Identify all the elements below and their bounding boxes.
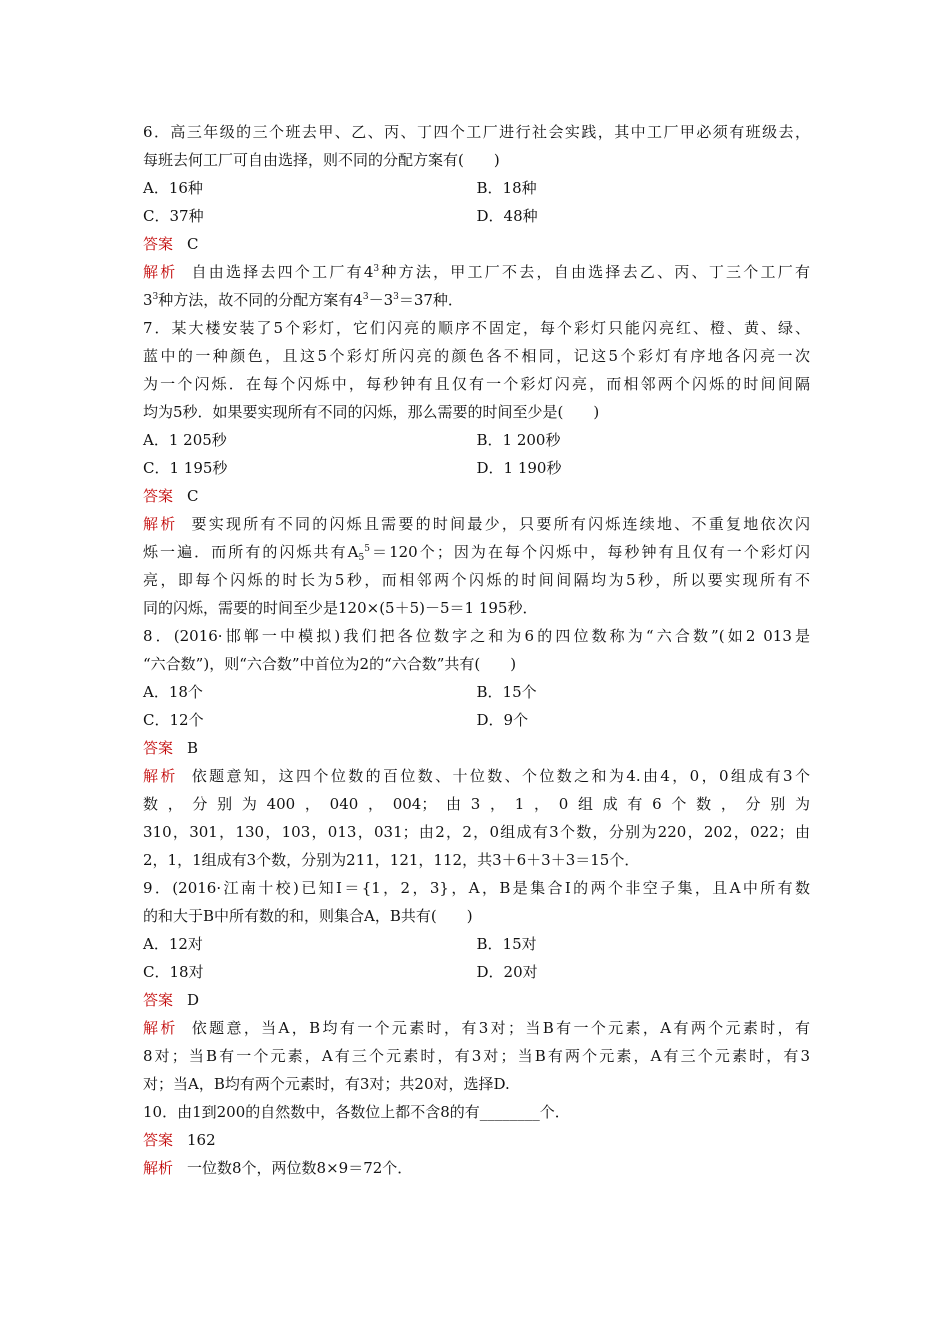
analysis-line: 解析 依题意，当A，B均有一个元素时，有3对；当B有一个元素，A有两个元素时，有 — [143, 1019, 810, 1037]
option-d: D．48种 — [476, 207, 538, 225]
answer-value: C — [187, 235, 199, 253]
answer-line — [143, 230, 810, 258]
option-b: B．1 200秒 — [476, 431, 561, 449]
question-6 — [143, 118, 810, 314]
options-row — [143, 454, 810, 482]
analysis-line: 解析 一位数8个，两位数8×9＝72个． — [143, 1159, 413, 1177]
answer-value: 162 — [187, 1131, 216, 1149]
analysis-line: 亮，即每个闪烁的时长为5秒，而相邻两个闪烁的时间间隔均为5秒，所以要实现所有不 — [143, 571, 810, 589]
answer-label: 答案 — [143, 235, 174, 253]
option-c: C．1 195秒 — [143, 459, 228, 477]
answer-value: B — [187, 739, 199, 757]
question-stem-line: 每班去何工厂可自由选择，则不同的分配方案有( ) — [143, 151, 500, 169]
option-b: B．15对 — [476, 935, 537, 953]
options-row — [143, 678, 810, 706]
analysis-line: 310，301，130，103，013，031；由2，2，0组成有3个数，分别为220，202，022；由 — [143, 823, 810, 841]
question-stem-line: 7．某大楼安装了5个彩灯，它们闪亮的顺序不固定，每个彩灯只能闪亮红、橙、黄、绿、 — [143, 319, 810, 337]
analysis-line: 8对；当B有一个元素，A有三个元素时，有3对；当B有两个元素，A有三个元素时，有3 — [143, 1047, 810, 1065]
question-stem-line: 均为5秒．如果要实现所有不同的闪烁，那么需要的时间至少是( ) — [143, 403, 600, 421]
answer-label: 答案 — [143, 1131, 174, 1149]
analysis-label: 解析 — [143, 767, 178, 785]
answer-label: 答案 — [143, 487, 174, 505]
analysis-label: 解析 — [143, 1019, 178, 1037]
analysis-line: 解析 依题意知，这四个位数的百位数、十位数、个位数之和为4.由4，0，0组成有3个 — [143, 767, 810, 785]
answer-label: 答案 — [143, 739, 174, 757]
analysis-line: 解析 要实现所有不同的闪烁且需要的时间最少，只要所有闪烁连续地、不重复地依次闪 — [143, 515, 810, 533]
option-d: D．20对 — [476, 963, 538, 981]
answer-value: D — [187, 991, 200, 1009]
option-a: A．18个 — [143, 683, 203, 701]
option-c: C．37种 — [143, 207, 204, 225]
options-row — [143, 426, 810, 454]
options-row — [143, 706, 810, 734]
question-stem-line: 蓝中的一种颜色，且这5个彩灯所闪亮的颜色各不相同，记这5个彩灯有序地各闪亮一次 — [143, 347, 810, 365]
options-row — [143, 202, 810, 230]
question-stem-line: “六合数”)，则“六合数”中首位为2的“六合数”共有( ) — [143, 655, 517, 673]
answer-line — [143, 1126, 810, 1154]
answer-line — [143, 734, 810, 762]
analysis-line: $3^3$种方法，故不同的分配方案有$4^3-3^3=37$种． — [143, 291, 463, 309]
option-a: A．12对 — [143, 935, 203, 953]
question-8 — [143, 622, 810, 874]
analysis-label: 解析 — [143, 1159, 174, 1177]
analysis-line: 解析 自由选择去四个工厂有$4^3$种方法，甲工厂不去，自由选择去乙、丙、丁三个工厂有 — [143, 263, 810, 281]
question-stem-line: 9．(2016·江南十校)已知I＝{1，2，3}，A，B是集合I的两个非空子集，且A中所有数 — [143, 879, 810, 897]
question-7 — [143, 314, 810, 622]
question-10 — [143, 1098, 810, 1182]
question-stem-line: 6．高三年级的三个班去甲、乙、丙、丁四个工厂进行社会实践，其中工厂甲必须有班级去， — [143, 123, 810, 141]
option-b: B．18种 — [476, 179, 537, 197]
option-a: A．16种 — [143, 179, 203, 197]
option-c: C．12个 — [143, 711, 204, 729]
question-stem-line: 8．(2016·邯郸一中模拟)我们把各位数字之和为6的四位数称为“六合数”(如2 013是 — [143, 627, 810, 645]
options-row — [143, 958, 810, 986]
analysis-line: 同的闪烁，需要的时间至少是120×(5＋5)－5＝1 195秒． — [143, 599, 538, 617]
option-a: A．1 205秒 — [143, 431, 227, 449]
question-9 — [143, 874, 810, 1098]
options-row — [143, 930, 810, 958]
analysis-line: 2，1，1组成有3个数，分别为211，121，112，共3＋6＋3＋3＝15个． — [143, 851, 640, 869]
analysis-label: 解析 — [143, 263, 178, 281]
option-d: D．1 190秒 — [476, 459, 562, 477]
answer-line — [143, 482, 810, 510]
option-d: D．9个 — [476, 711, 529, 729]
analysis-line: 数，分别为400，040，004；由3，1，0组成有6个数，分别为 — [143, 795, 810, 813]
analysis-label: 解析 — [143, 515, 178, 533]
analysis-line: 对；当A，B均有两个元素时，有3对；共20对，选择D. — [143, 1075, 510, 1093]
question-stem-line: 的和大于B中所有数的和，则集合A，B共有( ) — [143, 907, 473, 925]
option-b: B．15个 — [476, 683, 537, 701]
document-page — [143, 118, 810, 1182]
question-stem-line: 为一个闪烁．在每个闪烁中，每秒钟有且仅有一个彩灯闪亮，而相邻两个闪烁的时间间隔 — [143, 375, 810, 393]
answer-line — [143, 986, 810, 1014]
option-c: C．18对 — [143, 963, 204, 981]
answer-value: C — [187, 487, 199, 505]
options-row — [143, 174, 810, 202]
answer-label: 答案 — [143, 991, 174, 1009]
question-stem-line: 10．由1到200的自然数中，各数位上都不含8的有________个． — [143, 1103, 570, 1121]
analysis-line: 烁一遍．而所有的闪烁共有$A_5^5=120$个；因为在每个闪烁中，每秒钟有且仅有一个彩灯闪 — [143, 543, 810, 563]
